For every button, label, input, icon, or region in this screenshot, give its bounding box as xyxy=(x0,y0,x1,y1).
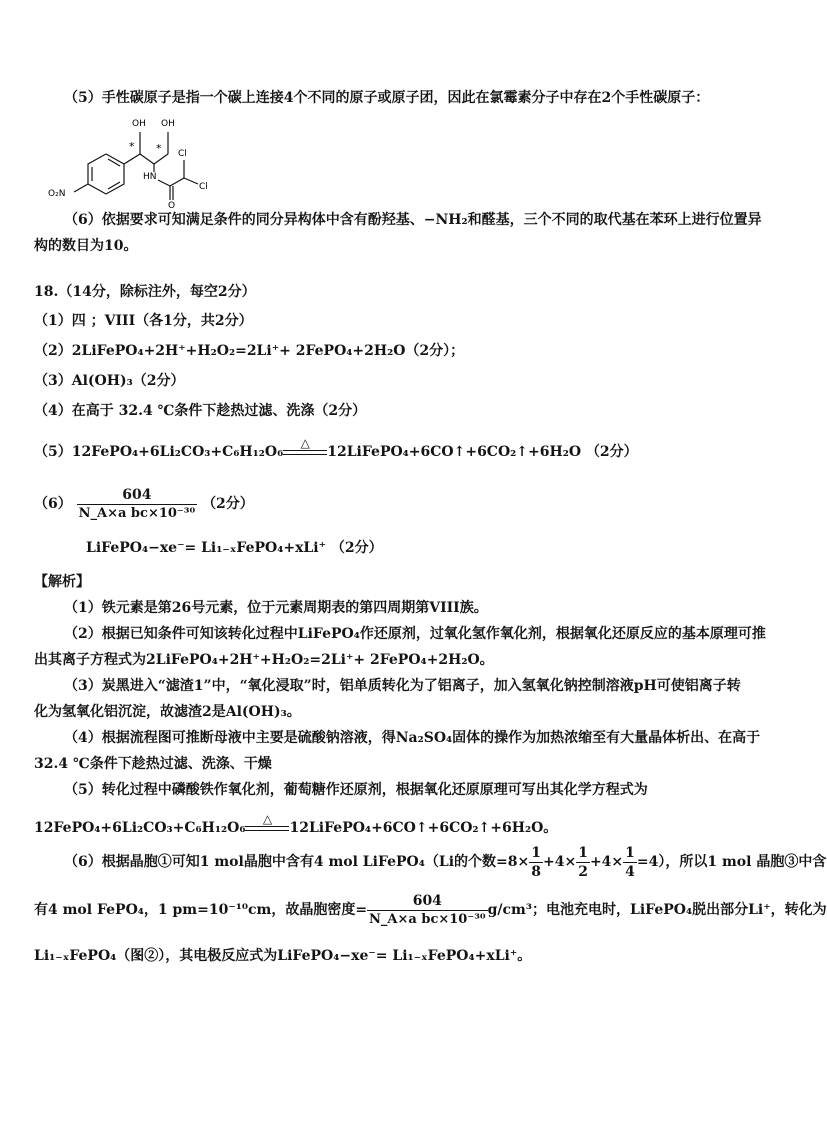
chlorine-label-2: Cl xyxy=(199,182,208,192)
q17-part6-line1: （6）依据要求可知满足条件的同分异构体中含有酚羟基、−NH₂和醛基，三个不同的取代基在苯环上进行位置异 xyxy=(64,212,762,228)
density-numerator: 604 xyxy=(77,486,198,505)
q18-answer-5-products: 12LiFePO₄+6CO↑+6CO₂↑+6H₂O （2分） xyxy=(327,444,638,460)
analysis-6-text-b: +4× xyxy=(543,854,577,870)
heat-condition xyxy=(245,812,289,835)
fraction-one-eighth: $\frac{1}{8}$ xyxy=(531,844,541,880)
analysis-2-line2: 出其离子方程式为2LiFePO₄+2H⁺+H₂O₂=2Li⁺+ 2FePO₄+2H₂O。 xyxy=(34,652,494,668)
amide-nh-label: HN xyxy=(143,172,157,182)
chiral-star-1: * xyxy=(129,140,135,153)
q18-answer-6-equation: LiFePO₄−xe⁻= Li₁₋ₓFePO₄+xLi⁺ （2分） xyxy=(86,540,383,556)
chiral-star-2: * xyxy=(156,142,162,155)
chloramphenicol-structure xyxy=(28,112,228,211)
q17-part5-text: （5）手性碳原子是指一个碳上连接4个不同的原子或原子团，因此在氯霉素分子中存在2个手性碳原子： xyxy=(64,90,710,106)
analysis-3-line1: （3）炭黑进入“滤渣1”中，“氧化浸取”时，铝单质转化为了铝离子，加入氢氧化钠控制溶液pH可使铝离子转 xyxy=(64,678,741,694)
carbonyl-oxygen-label: O xyxy=(168,201,176,211)
density-fraction: $\frac{604}{\text{N\_A×a bc×10⁻³⁰}}$ xyxy=(369,892,486,927)
analysis-5-line1: （5）转化过程中磷酸铁作氧化剂，葡萄糖作还原剂，根据氧化还原原理可写出其化学方程式为 xyxy=(64,782,648,798)
q18-answer-6-score: （2分） xyxy=(202,496,254,512)
analysis-5-reactants: 12FePO₄+6Li₂CO₃+C₆H₁₂O₆ xyxy=(34,820,246,836)
heat-condition xyxy=(283,436,327,459)
q18-answer-1: （1）四 ；VIII（各1分，共2分） xyxy=(34,313,253,329)
chlorine-label-1: Cl xyxy=(178,149,187,159)
q18-answer-4: （4）在高于 32.4 ℃条件下趁热过滤、洗涤（2分） xyxy=(34,403,367,419)
analysis-5-equation xyxy=(34,812,558,838)
analysis-6-line2 xyxy=(34,890,827,930)
analysis-6-text-d: =4），所以1 mol 晶胞③中含 xyxy=(636,854,827,870)
q18-answer-5 xyxy=(34,436,638,462)
analysis-1: （1）铁元素是第26号元素，位于元素周期表的第四周期第VIII族。 xyxy=(64,600,488,616)
analysis-4-line1: （4）根据流程图可推断母液中主要是硫酸钠溶液，得Na₂SO₄固体的操作为加热浓缩至有大量晶体析出、在高于 xyxy=(64,730,761,746)
q17-part6-line2: 构的数目为10。 xyxy=(34,238,138,254)
analysis-6-line2-text-a: 有4 mol FePO₄，1 pm=10⁻¹⁰cm，故晶胞密度= xyxy=(34,902,368,918)
q18-answer-5-reactants: （5）12FePO₄+6Li₂CO₃+C₆H₁₂O₆ xyxy=(34,444,284,460)
analysis-6-text-a: （6）根据晶胞①可知1 mol晶胞中含有4 mol LiFePO₄（Li的个数=8× xyxy=(64,854,530,870)
analysis-5-products: 12LiFePO₄+6CO↑+6CO₂↑+6H₂O。 xyxy=(289,820,558,836)
nitro-label: O₂N xyxy=(48,189,66,199)
analysis-2-line1: （2）根据已知条件可知该转化过程中LiFePO₄作还原剂，过氧化氢作氧化剂，根据氧化还原反应的基本原理可推 xyxy=(64,626,766,642)
fraction-one-quarter: $\frac{1}{4}$ xyxy=(625,844,635,880)
analysis-6-line2-text-b: g/cm³；电池充电时，LiFePO₄脱出部分Li⁺，转化为 xyxy=(487,902,827,918)
analysis-3-line2: 化为氢氧化铝沉淀，故滤渣2是Al(OH)₃。 xyxy=(34,704,301,720)
hydroxyl-label-1: OH xyxy=(132,119,146,129)
fraction-one-half: $\frac{1}{2}$ xyxy=(578,844,588,880)
analysis-6-line3: Li₁₋ₓFePO₄（图②），其电极反应式为LiFePO₄−xe⁻= Li₁₋ₓFePO₄+xLi⁺。 xyxy=(34,948,532,964)
hydroxyl-label-2: OH xyxy=(161,119,175,129)
heat-symbol: △ xyxy=(300,436,310,450)
analysis-4-line2: 32.4 ℃条件下趁热过滤、洗涤、干燥 xyxy=(34,756,272,772)
analysis-title: 【解析】 xyxy=(34,574,90,590)
density-fraction xyxy=(77,486,198,523)
analysis-6-line1 xyxy=(64,842,826,882)
heat-symbol: △ xyxy=(262,812,273,826)
q18-answer-6 xyxy=(34,484,254,524)
analysis-6-text-c: +4× xyxy=(589,854,624,870)
q18-answer-3: （3）Al(OH)₃（2分） xyxy=(34,373,185,389)
q18-header: 18.（14分，除标注外，每空2分） xyxy=(34,284,256,300)
q18-answer-6-label: （6） xyxy=(34,496,72,512)
q18-answer-2: （2）2LiFePO₄+2H⁺+H₂O₂=2Li⁺+ 2FePO₄+2H₂O（2分）； xyxy=(34,343,465,359)
density-denominator: N_A×a bc×10⁻³⁰ xyxy=(78,505,196,521)
